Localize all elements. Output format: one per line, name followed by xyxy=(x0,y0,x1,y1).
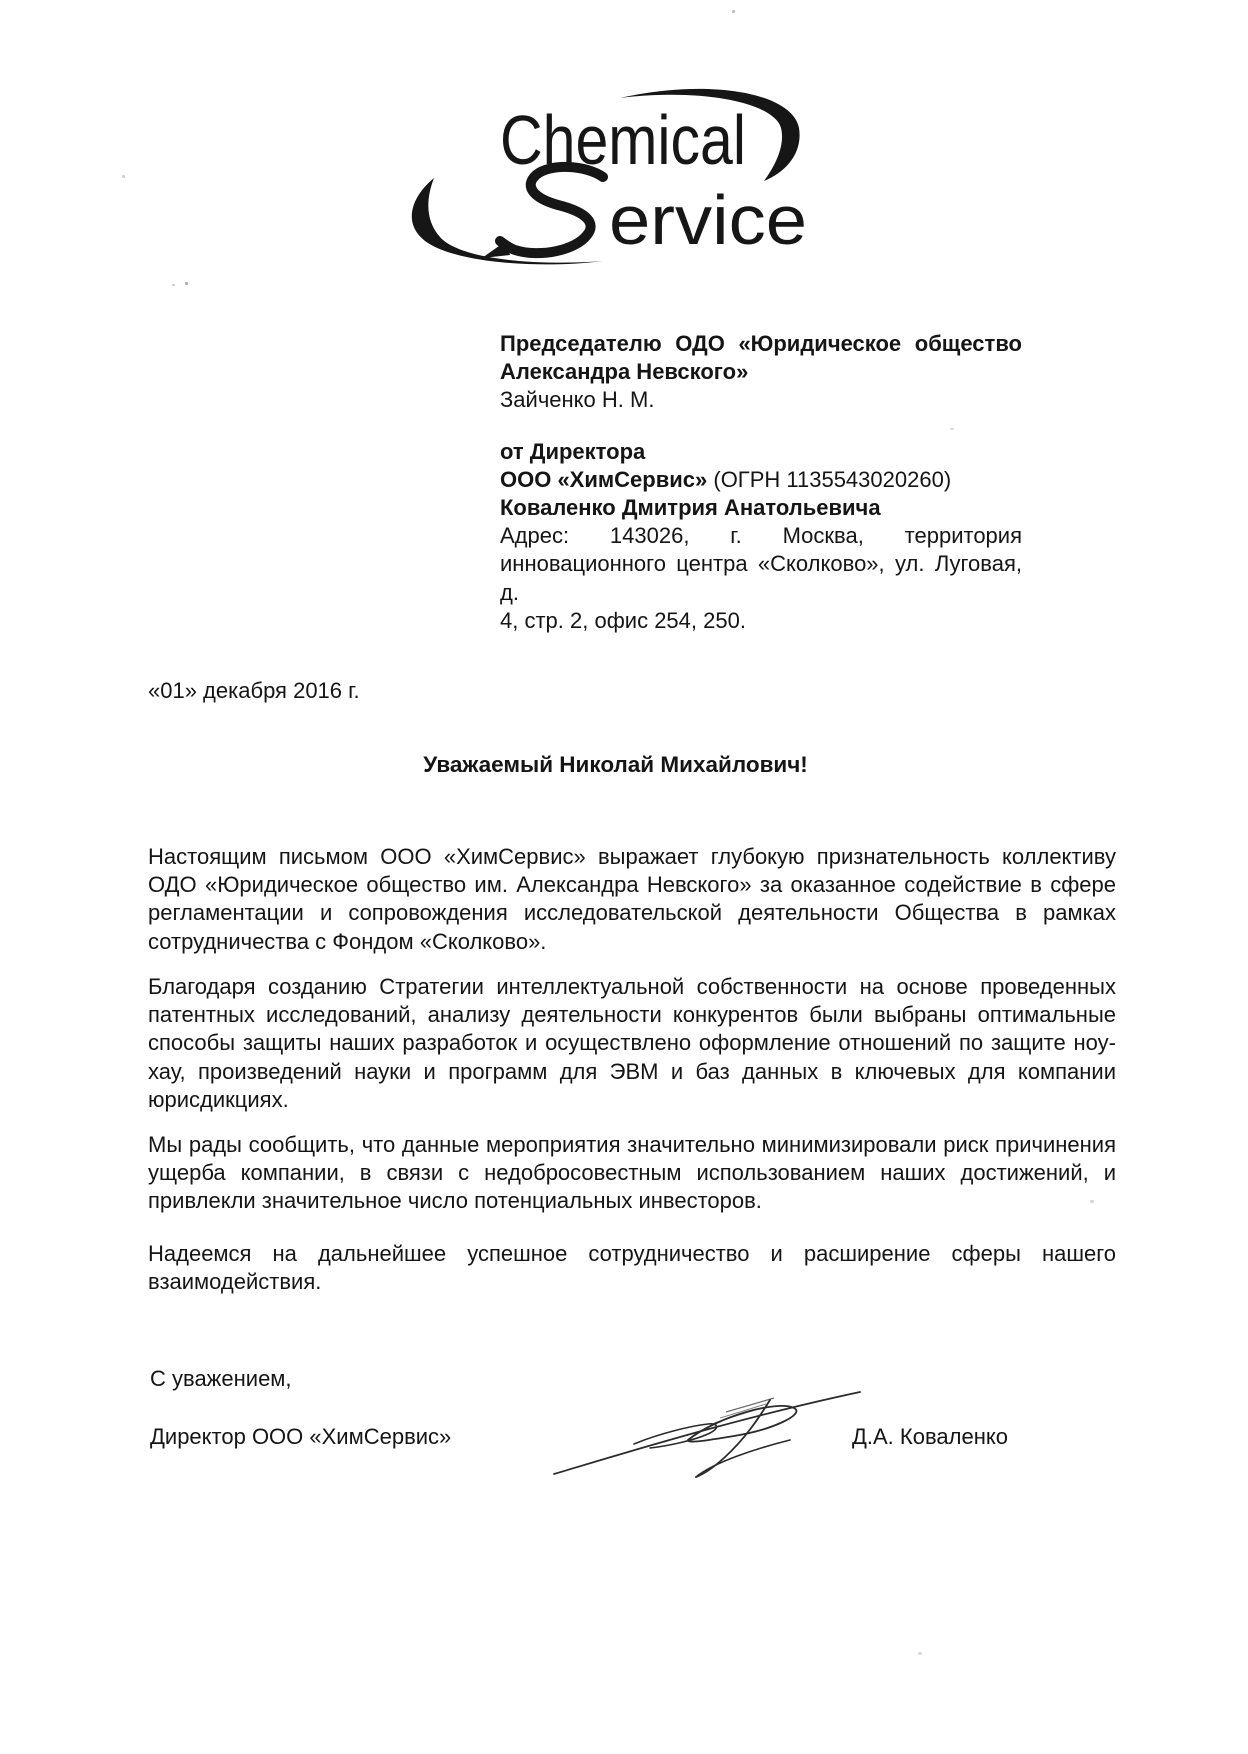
logo-word-ervice: ervice xyxy=(609,181,807,259)
scan-artifact xyxy=(918,1652,922,1655)
sender-from-label: от Директора xyxy=(500,438,646,464)
sender-org-ogrn: (ОГРН 1135543020260) xyxy=(707,466,952,492)
body-paragraph-2: Благодаря созданию Стратегии интеллектуальной собственности на основе проведенных патентных исследований, анализу деятельности конкурентов были выбраны оптимальные способы защиты наших разработок и осуществлено оформление отношений по защите ноу-хау, произведений науки и программ для ЭВМ и баз данных в ключевых для компании юрисдикциях. xyxy=(148,974,1116,1112)
scan-artifact xyxy=(122,175,125,178)
recipient-block xyxy=(500,330,1022,635)
logo-s-swash-icon xyxy=(500,167,603,253)
closing-signatory-name: Д.А. Коваленко xyxy=(852,1424,1008,1449)
recipient-line-1: Председателю ОДО «Юридическое общество xyxy=(500,331,1022,356)
letter-date: «01» декабря 2016 г. xyxy=(148,678,360,703)
scan-artifact xyxy=(1090,1200,1094,1203)
chemical-service-logo xyxy=(388,76,828,276)
recipient-line-3: Зайченко Н. М. xyxy=(500,387,655,413)
salutation: Уважаемый Николай Михайлович! xyxy=(423,752,808,777)
logo-word-chemical: Chemical xyxy=(500,101,746,179)
scan-artifact xyxy=(185,282,188,285)
sender-person: Коваленко Дмитрия Анатольевича xyxy=(500,495,881,521)
sender-address-line-3: 4, стр. 2, офис 254, 250. xyxy=(500,607,746,633)
body-paragraph-3: Мы рады сообщить, что данные мероприятия значительно минимизировали риск причинения ущерба компании, в связи с недобросовестным использованием наших достижений, и привлекли значительное число потенциальных инвесторов. xyxy=(148,1132,1116,1214)
sender-org-name: ООО «ХимСервис» xyxy=(500,466,708,492)
closing-regards: С уважением, xyxy=(150,1366,292,1391)
signature-icon xyxy=(538,1378,870,1490)
scan-artifact xyxy=(172,284,175,286)
sender-org-line xyxy=(500,466,1022,494)
sender-address-line-2: инновационного центра «Сколково», ул. Луговая, д. xyxy=(500,551,1022,605)
body-paragraph-4: Надеемся на дальнейшее успешное сотрудничество и расширение сферы нашего взаимодействия. xyxy=(148,1241,1116,1295)
body-paragraph-1: Настоящим письмом ООО «ХимСервис» выражает глубокую признательность коллективу ОДО «Юридическое общество им. Александра Невского» за оказанное содействие в сфере регламентации и сопровождения исследовательской деятельности Общества в рамках сотрудничества с Фондом «Сколково». xyxy=(148,844,1116,954)
closing-role: Директор ООО «ХимСервис» xyxy=(150,1424,452,1449)
scan-artifact xyxy=(950,428,954,430)
recipient-line-2: Александра Невского» xyxy=(500,359,749,385)
sender-address-line-1: Адрес: 143026, г. Москва, территория xyxy=(500,523,1022,549)
scan-artifact xyxy=(732,10,735,13)
recipient-gap xyxy=(500,415,1022,438)
